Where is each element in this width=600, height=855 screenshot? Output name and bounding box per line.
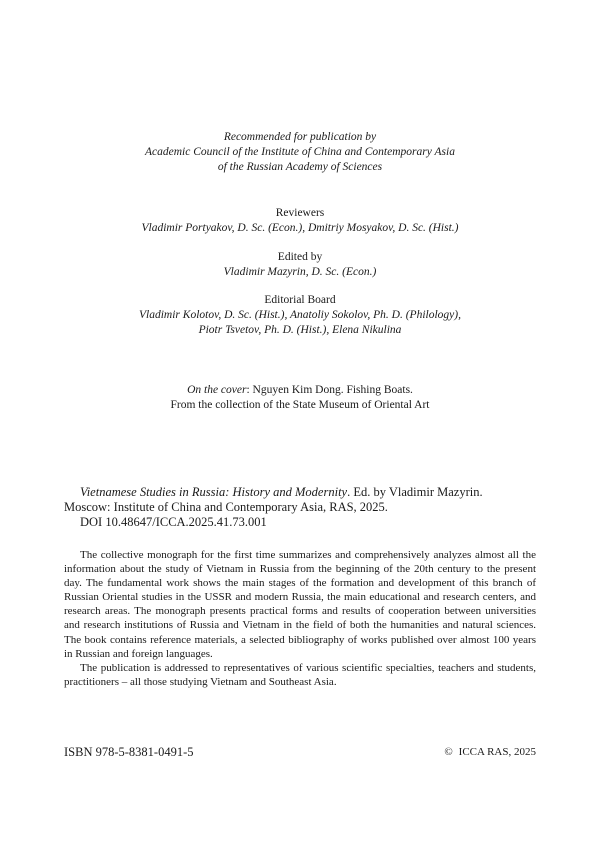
recommendation-line-2: Academic Council of the Institute of China and Contemporary Asia [145,146,455,158]
editorial-board-heading: Editorial Board [264,294,336,306]
abstract-paragraph-2: The publication is addressed to representatives of various scientific specialties, teachers and students, practitioners – all those studying Vietnam and Southeast Asia. [64,661,536,688]
editorial-board-line-1: Vladimir Kolotov, D. Sc. (Hist.), Anatoliy Sokolov, Ph. D. (Philology), [139,309,461,321]
copyright-text: ICCA RAS, 2025 [458,746,536,758]
recommendation-line-3: of the Russian Academy of Sciences [217,161,383,173]
citation-publisher: Moscow: Institute of China and Contemporary Asia, RAS, 2025. [64,500,388,514]
abstract-paragraph-1: The collective monograph for the first time summarizes and comprehensively analyzes almost all the information about the study of Vietnam in Russia from the beginning of the 20th century to the present day. The fundamental work shows the main stages of the formation and development of this branch of Russian Oriental studies in the USSR and modern Russia, the main educational and research centers, and research areas. The monograph presents practical forms and results of cooperation between universities and research institutions of Russia and Vietnam in the field of both the humanities and natural sciences. The book contains reference materials, a selected bibliography of works published over almost 100 years in Russian and foreign languages. [64,549,536,660]
citation-line-1 [64,485,540,500]
isbn: ISBN 978-5-8381-0491-5 [64,745,194,759]
cover-credit-block [0,383,600,413]
cover-credit-line [0,383,600,398]
citation-editor: . Ed. by Vladimir Mazyrin. [347,485,483,499]
citation-doi: DOI 10.48647/ICCA.2025.41.73.001 [80,515,267,529]
cover-source: From the collection of the State Museum of Oriental Art [170,399,430,411]
cover-label: On the cover [187,384,247,396]
editor-heading: Edited by [277,251,323,263]
copyright-notice [444,746,536,758]
editorial-board-block [0,293,600,338]
editor-block [0,250,600,280]
recommendation-line-1: Recommended for publication by [223,131,377,143]
cover-text: : Nguyen Kim Dong. Fishing Boats. [246,384,413,396]
reviewers-block [0,206,600,236]
recommendation-block [0,130,600,175]
reviewers-heading: Reviewers [275,207,325,219]
citation-block [64,485,540,530]
editorial-board-line-2: Piotr Tsvetov, Ph. D. (Hist.), Elena Nikulina [198,324,402,336]
abstract-block [64,548,536,689]
copyright-symbol: © [444,746,453,758]
reviewers-names: Vladimir Portyakov, D. Sc. (Econ.), Dmitriy Mosyakov, D. Sc. (Hist.) [141,222,459,234]
editor-name: Vladimir Mazyrin, D. Sc. (Econ.) [223,266,377,278]
book-title: Vietnamese Studies in Russia: History and Modernity [80,485,348,499]
